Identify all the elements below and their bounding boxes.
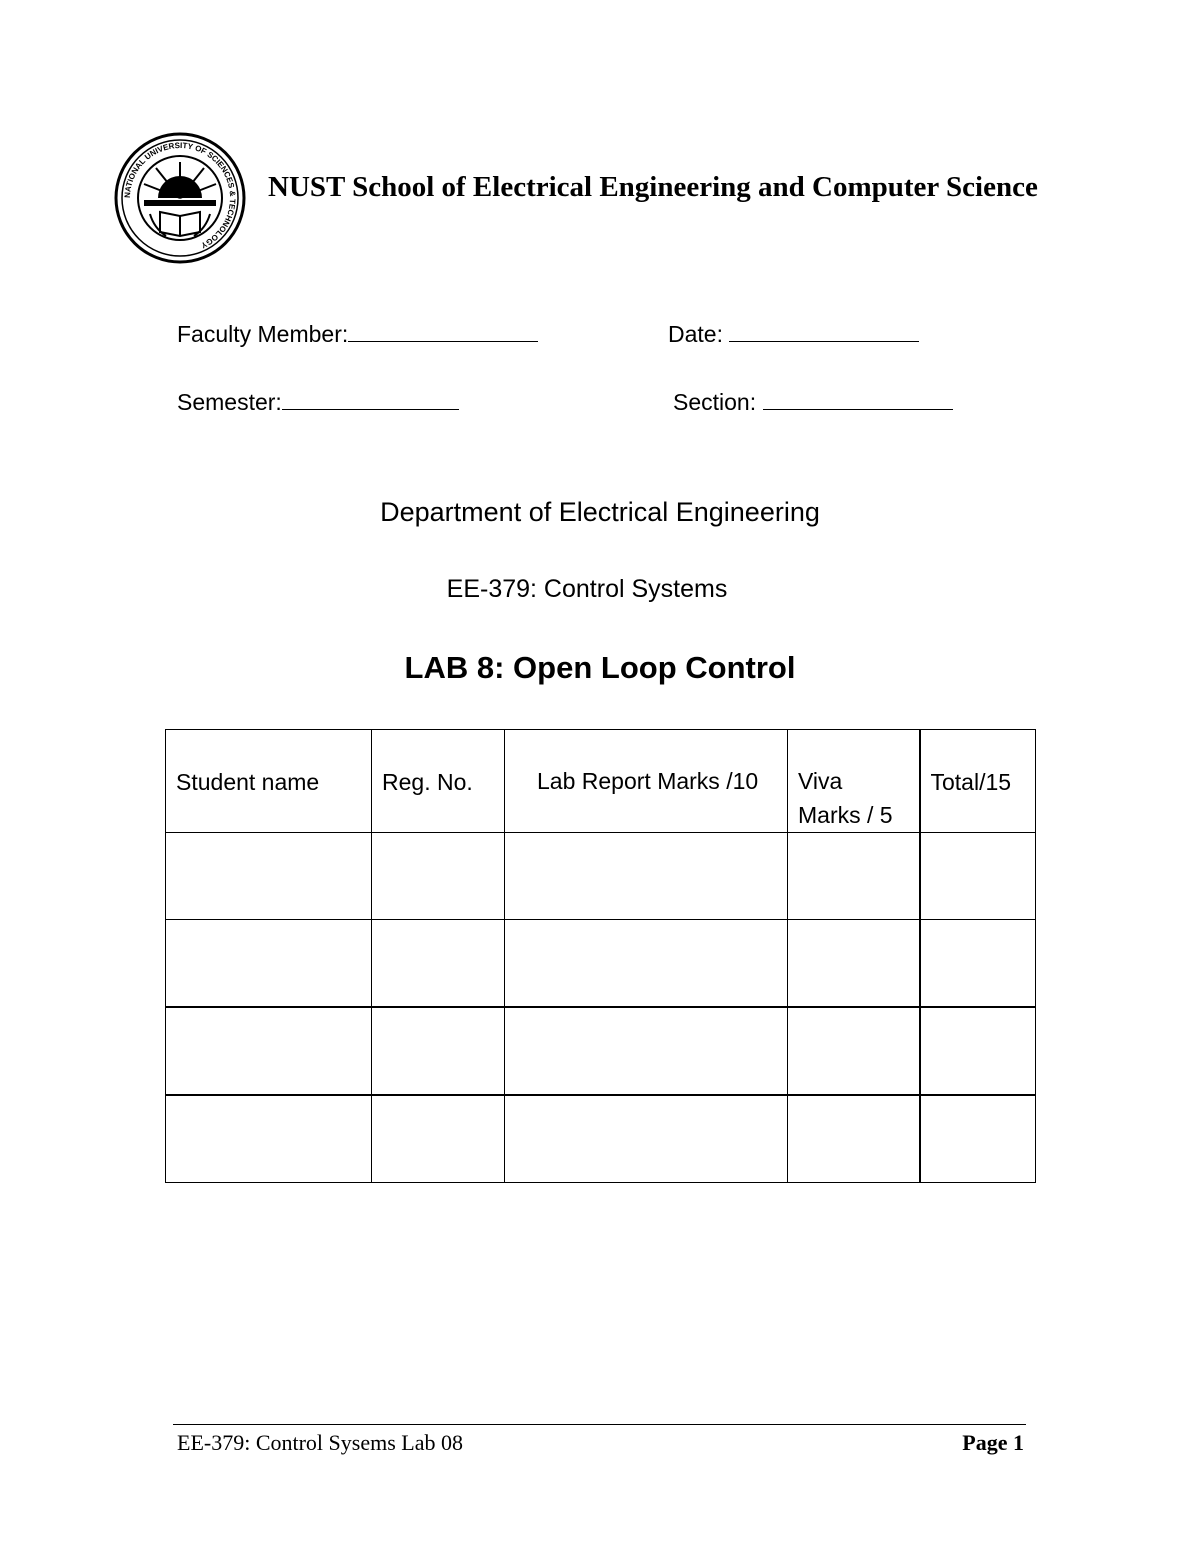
section-label: Section: <box>673 389 757 415</box>
date-field <box>668 320 919 348</box>
seal-text: NATIONAL UNIVERSITY OF SCIENCES & TECHNOLOGY <box>122 140 238 250</box>
viva-marks-cell[interactable] <box>788 1007 920 1095</box>
viva-marks-cell[interactable] <box>788 1095 920 1183</box>
semester-field <box>177 388 459 416</box>
semester-label: Semester: <box>177 389 282 415</box>
semester-blank <box>282 389 459 410</box>
faculty-member-label: Faculty Member: <box>177 321 349 347</box>
viva-marks-cell[interactable] <box>788 920 920 1008</box>
reg-no-cell[interactable] <box>372 920 505 1008</box>
header-viva-marks: Viva Marks / 5 <box>788 730 920 833</box>
header-reg-no: Reg. No. <box>372 730 505 833</box>
table-row <box>166 920 1036 1008</box>
table-row <box>166 1007 1036 1095</box>
student-name-cell[interactable] <box>166 920 372 1008</box>
footer-course-label: EE-379: Control Sysems Lab 08 <box>177 1430 463 1455</box>
section-field <box>673 388 953 416</box>
table-header-row <box>166 730 1036 833</box>
total-cell[interactable] <box>920 1095 1036 1183</box>
student-name-cell[interactable] <box>166 833 372 920</box>
department-heading: Department of Electrical Engineering <box>380 497 820 527</box>
institution-title: NUST School of Electrical Engineering and Computer Science <box>268 171 1038 203</box>
reg-no-cell[interactable] <box>372 1095 505 1183</box>
footer-divider <box>173 1424 1026 1425</box>
lab-title: LAB 8: Open Loop Control <box>404 650 796 685</box>
viva-marks-cell[interactable] <box>788 833 920 920</box>
table-row <box>166 833 1036 920</box>
header-lab-report-marks: Lab Report Marks /10 <box>505 730 788 833</box>
lab-report-marks-cell[interactable] <box>505 920 788 1008</box>
lab-report-marks-cell[interactable] <box>505 1095 788 1183</box>
faculty-member-blank <box>348 321 538 342</box>
date-label: Date: <box>668 321 723 347</box>
total-cell[interactable] <box>920 1007 1036 1095</box>
section-blank <box>763 389 953 410</box>
reg-no-cell[interactable] <box>372 833 505 920</box>
student-name-cell[interactable] <box>166 1007 372 1095</box>
total-cell[interactable] <box>920 833 1036 920</box>
university-seal-logo <box>114 132 246 264</box>
header-student-name: Student name <box>166 730 372 833</box>
student-name-cell[interactable] <box>166 1095 372 1183</box>
faculty-member-field <box>177 320 538 348</box>
date-blank <box>729 321 919 342</box>
table-row <box>166 1095 1036 1183</box>
marks-table <box>165 729 1036 1183</box>
lab-report-marks-cell[interactable] <box>505 833 788 920</box>
reg-no-cell[interactable] <box>372 1007 505 1095</box>
header-total: Total/15 <box>920 730 1036 833</box>
course-heading: EE-379: Control Systems <box>446 575 728 603</box>
footer-page-number: Page 1 <box>962 1430 1024 1455</box>
total-cell[interactable] <box>920 920 1036 1008</box>
lab-report-marks-cell[interactable] <box>505 1007 788 1095</box>
